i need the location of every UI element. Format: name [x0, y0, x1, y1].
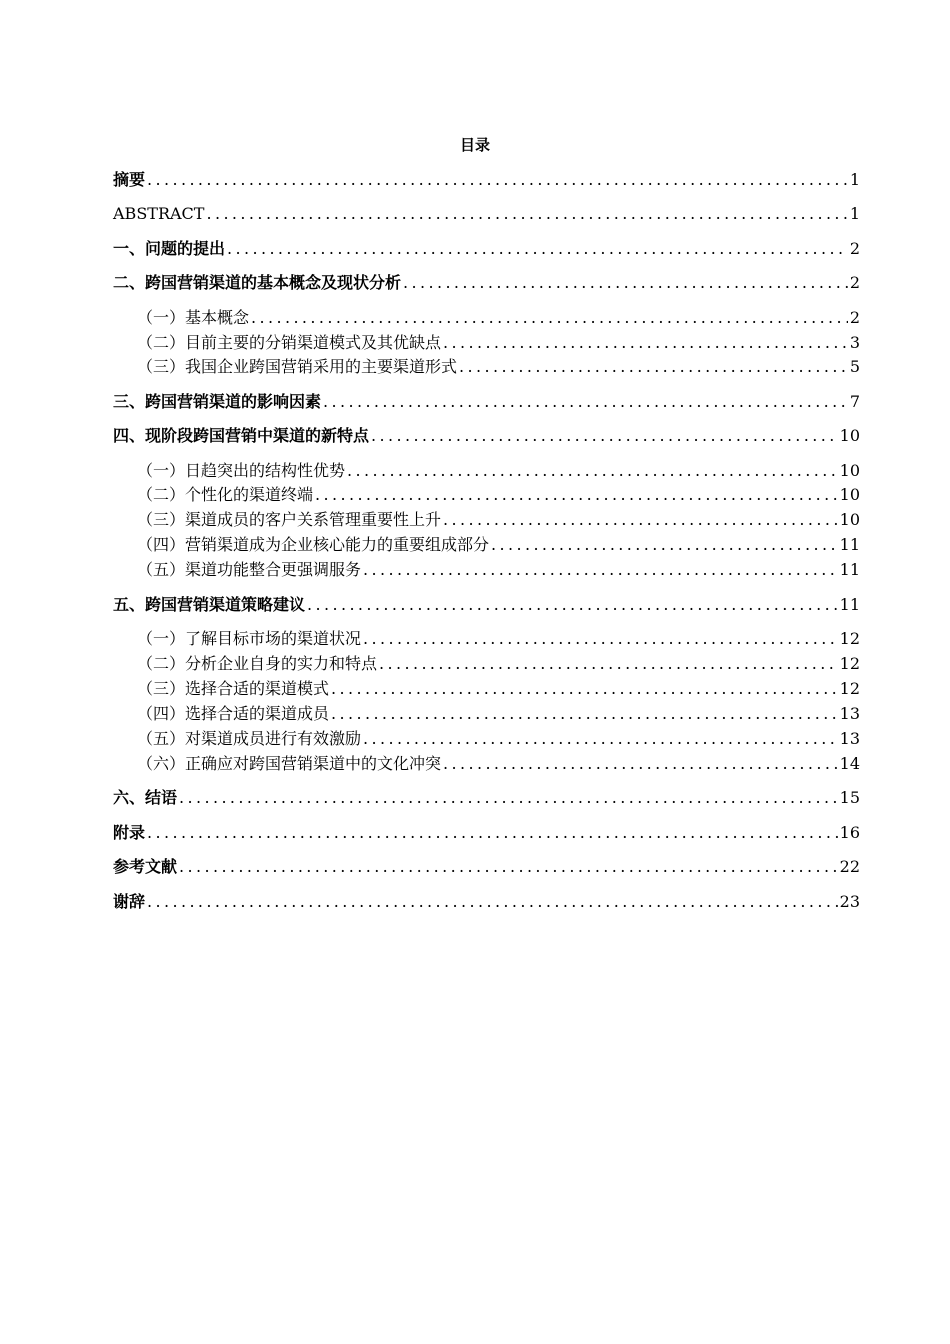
toc-entry-page: 1 — [849, 170, 860, 189]
toc-entry-page: 3 — [849, 333, 860, 352]
dot-leader — [179, 787, 838, 809]
toc-entry[interactable] — [113, 891, 860, 913]
toc-entry-page: 1 — [849, 204, 860, 223]
dot-leader — [443, 509, 838, 531]
toc-entry-page: 12 — [839, 654, 860, 673]
toc-entry-page: 10 — [839, 461, 860, 480]
dot-leader — [379, 653, 838, 675]
dot-leader — [307, 594, 838, 616]
dot-leader — [459, 356, 848, 378]
dot-leader — [347, 460, 838, 482]
toc-entry-page: 15 — [839, 788, 860, 807]
toc-entry-page: 22 — [839, 857, 860, 876]
toc-entry[interactable] — [113, 238, 860, 260]
toc-entry-page: 5 — [849, 357, 860, 376]
toc-entry-title: 附录 — [113, 823, 146, 842]
toc-title: 目录 — [459, 136, 490, 154]
toc-entry[interactable] — [137, 728, 860, 750]
toc-entry-title: 二、跨国营销渠道的基本概念及现状分析 — [113, 273, 402, 292]
dot-leader — [147, 891, 838, 913]
toc-entry-title: 六、结语 — [113, 788, 178, 807]
toc-entry-page: 2 — [849, 308, 860, 327]
toc-entry[interactable] — [137, 307, 860, 329]
dot-leader — [331, 703, 838, 725]
toc-entry-title: （一）日趋突出的结构性优势 — [137, 461, 346, 480]
toc-entry-page: 13 — [839, 729, 860, 748]
toc-entry[interactable] — [137, 559, 860, 581]
toc-entry[interactable] — [137, 678, 860, 700]
toc-entry-title: （五）对渠道成员进行有效激励 — [137, 729, 362, 748]
toc-entry-title: （五）渠道功能整合更强调服务 — [137, 560, 362, 579]
toc-entry[interactable] — [137, 753, 860, 775]
toc-entry[interactable] — [137, 703, 860, 725]
toc-entry[interactable] — [137, 484, 860, 506]
toc-entry-page: 23 — [839, 892, 860, 911]
dot-leader — [403, 272, 848, 294]
toc-entry-page: 12 — [839, 629, 860, 648]
toc-entry[interactable] — [137, 509, 860, 531]
dot-leader — [251, 307, 848, 329]
toc-entry-title: 谢辞 — [113, 892, 146, 911]
dot-leader — [363, 728, 838, 750]
dot-leader — [227, 238, 848, 260]
dot-leader — [147, 822, 838, 844]
toc-entry-page: 2 — [849, 273, 860, 292]
toc-entry-title: 三、跨国营销渠道的影响因素 — [113, 392, 322, 411]
toc-entry-title: 四、现阶段跨国营销中渠道的新特点 — [113, 426, 370, 445]
toc-entry-title: （一）基本概念 — [137, 308, 250, 327]
toc-entry-page: 11 — [839, 535, 860, 554]
toc-entry-title: ABSTRACT — [113, 204, 205, 223]
toc-entry[interactable] — [137, 653, 860, 675]
toc-entry-title: （二）个性化的渠道终端 — [137, 485, 314, 504]
dot-leader — [323, 391, 848, 413]
dot-leader — [363, 559, 838, 581]
toc-entry[interactable] — [137, 332, 860, 354]
toc-entry[interactable] — [113, 425, 860, 447]
toc-entry[interactable] — [113, 856, 860, 878]
toc-entry-page: 14 — [839, 754, 860, 773]
toc-entry[interactable] — [113, 169, 860, 191]
toc-entry-title: 五、跨国营销渠道策略建议 — [113, 595, 306, 614]
toc-entry[interactable] — [113, 203, 860, 225]
toc-entry[interactable] — [113, 272, 860, 294]
dot-leader — [443, 332, 848, 354]
toc-entry[interactable] — [113, 787, 860, 809]
toc-entry-title: （四）选择合适的渠道成员 — [137, 704, 330, 723]
dot-leader — [147, 169, 848, 191]
toc-entry-page: 13 — [839, 704, 860, 723]
dot-leader — [331, 678, 838, 700]
toc-entry-title: 参考文献 — [113, 857, 178, 876]
dot-leader — [443, 753, 838, 775]
toc-entry-title: （二）目前主要的分销渠道模式及其优缺点 — [137, 333, 442, 352]
toc-entry-title: （三）选择合适的渠道模式 — [137, 679, 330, 698]
toc-entry[interactable] — [137, 628, 860, 650]
dot-leader — [363, 628, 838, 650]
toc-entry-title: （一）了解目标市场的渠道状况 — [137, 629, 362, 648]
toc-entry-title: （三）渠道成员的客户关系管理重要性上升 — [137, 510, 442, 529]
toc-entry[interactable] — [113, 822, 860, 844]
toc-entry-title: （四）营销渠道成为企业核心能力的重要组成部分 — [137, 535, 490, 554]
toc-entry-page: 10 — [839, 426, 860, 445]
toc-entry[interactable] — [137, 460, 860, 482]
toc-entry-page: 7 — [849, 392, 860, 411]
toc-entry[interactable] — [137, 356, 860, 378]
toc-entry[interactable] — [113, 594, 860, 616]
toc-entry[interactable] — [113, 391, 860, 413]
toc-entry-page: 10 — [839, 510, 860, 529]
dot-leader — [179, 856, 838, 878]
dot-leader — [491, 534, 838, 556]
toc-entry-page: 11 — [839, 595, 860, 614]
dot-leader — [206, 203, 847, 225]
toc-entry-title: （二）分析企业自身的实力和特点 — [137, 654, 378, 673]
toc-entry[interactable] — [137, 534, 860, 556]
dot-leader — [315, 484, 838, 506]
dot-leader — [371, 425, 838, 447]
toc-entry-page: 10 — [839, 485, 860, 504]
toc-entry-page: 16 — [839, 823, 860, 842]
toc-entry-title: 摘要 — [113, 170, 146, 189]
toc-entry-page: 11 — [839, 560, 860, 579]
toc-entry-page: 12 — [839, 679, 860, 698]
toc-entry-title: （三）我国企业跨国营销采用的主要渠道形式 — [137, 357, 458, 376]
toc-entry-title: （六）正确应对跨国营销渠道中的文化冲突 — [137, 754, 442, 773]
toc-entry-title: 一、问题的提出 — [113, 239, 226, 258]
toc-entry-page: 2 — [849, 239, 860, 258]
